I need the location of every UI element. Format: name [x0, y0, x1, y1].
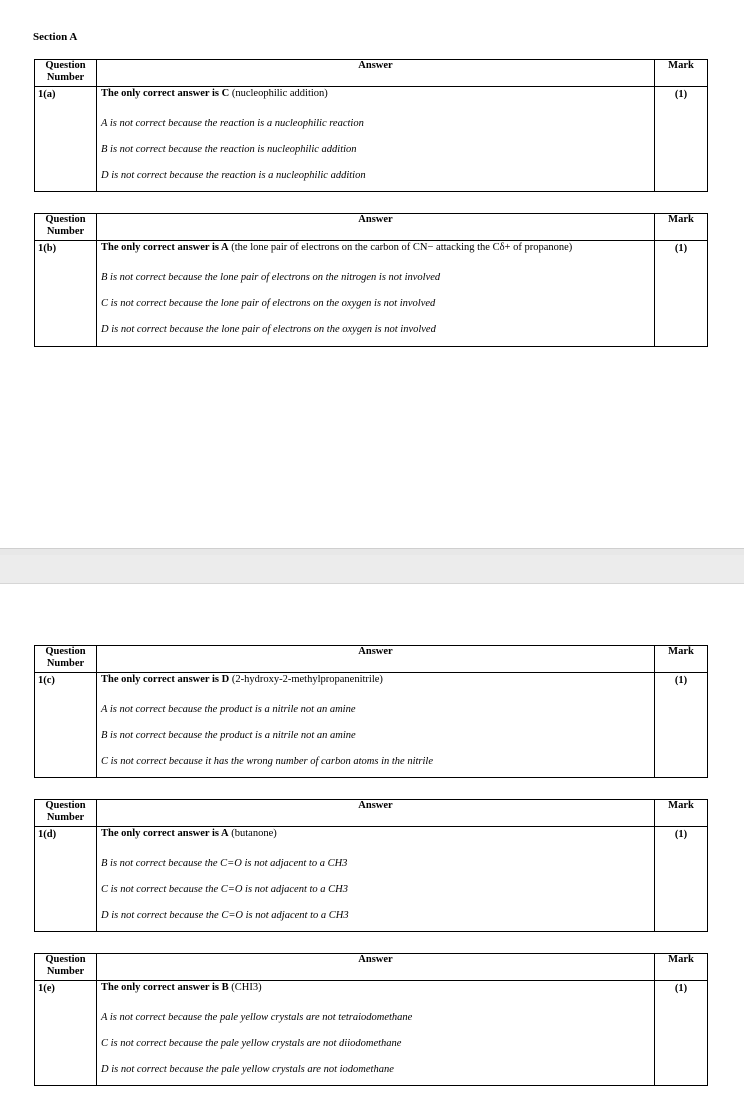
mark-value: (1) — [655, 673, 708, 778]
section-title: Section A — [33, 31, 78, 43]
question-table-1d — [34, 799, 708, 932]
mark-value: (1) — [655, 827, 708, 932]
list-item: C is not correct because the C=O is not adjacent to a CH3 — [101, 884, 349, 895]
question-number-header: Question Number — [35, 214, 97, 241]
page-break-divider — [0, 548, 744, 584]
correct-answer: The only correct answer is D (2-hydroxy-2-methylpropanenitrile) — [101, 674, 383, 685]
table-header-row — [35, 214, 708, 241]
table-header-row — [35, 646, 708, 673]
answer-header: Answer — [97, 214, 655, 241]
table-header-row — [35, 954, 708, 981]
list-item: D is not correct because the lone pair of electrons on the oxygen is not involved — [101, 324, 436, 335]
correct-answer: The only correct answer is B (CHI3) — [101, 982, 262, 993]
correct-answer: The only correct answer is A (the lone pair of electrons on the carbon of CN− attacking the Cδ+ of propanone) — [101, 242, 573, 253]
question-table-1a — [34, 59, 708, 192]
answer-header: Answer — [97, 954, 655, 981]
correct-answer: The only correct answer is C (nucleophilic addition) — [101, 88, 328, 99]
question-table-1c — [34, 645, 708, 778]
correct-answer: The only correct answer is A (butanone) — [101, 828, 277, 839]
table-row — [35, 981, 708, 1086]
list-item: C is not correct because the pale yellow crystals are not diiodomethane — [101, 1038, 402, 1049]
list-item: B is not correct because the C=O is not adjacent to a CH3 — [101, 858, 348, 869]
question-id: 1(b) — [35, 241, 97, 347]
mark-header: Mark — [655, 646, 708, 673]
list-item: B is not correct because the lone pair of electrons on the nitrogen is not involved — [101, 272, 441, 283]
answer-cell — [97, 827, 655, 932]
answer-cell — [97, 87, 655, 192]
question-table-1b — [34, 213, 708, 347]
table-row — [35, 827, 708, 932]
question-number-header: Question Number — [35, 60, 97, 87]
list-item: A is not correct because the reaction is a nucleophilic reaction — [101, 118, 364, 129]
question-number-header: Question Number — [35, 954, 97, 981]
question-number-header: Question Number — [35, 646, 97, 673]
question-id: 1(e) — [35, 981, 97, 1086]
mark-header: Mark — [655, 954, 708, 981]
question-id: 1(d) — [35, 827, 97, 932]
mark-value: (1) — [655, 981, 708, 1086]
answer-cell — [97, 241, 655, 347]
answer-cell — [97, 673, 655, 778]
list-item: B is not correct because the product is a nitrile not an amine — [101, 730, 356, 741]
answer-cell — [97, 981, 655, 1086]
list-item: D is not correct because the C=O is not adjacent to a CH3 — [101, 910, 349, 921]
answer-header: Answer — [97, 60, 655, 87]
answer-header: Answer — [97, 646, 655, 673]
question-table-1e — [34, 953, 708, 1086]
list-item: C is not correct because the lone pair of electrons on the oxygen is not involved — [101, 298, 436, 309]
table-row — [35, 673, 708, 778]
table-row — [35, 241, 708, 347]
mark-value: (1) — [655, 241, 708, 347]
list-item: B is not correct because the reaction is nucleophilic addition — [101, 144, 357, 155]
question-number-header: Question Number — [35, 800, 97, 827]
question-id: 1(c) — [35, 673, 97, 778]
mark-header: Mark — [655, 60, 708, 87]
list-item: A is not correct because the product is a nitrile not an amine — [101, 704, 356, 715]
table-header-row — [35, 800, 708, 827]
question-id: 1(a) — [35, 87, 97, 192]
table-header-row — [35, 60, 708, 87]
mark-header: Mark — [655, 800, 708, 827]
list-item: D is not correct because the reaction is a nucleophilic addition — [101, 170, 366, 181]
table-row — [35, 87, 708, 192]
mark-value: (1) — [655, 87, 708, 192]
list-item: C is not correct because it has the wrong number of carbon atoms in the nitrile — [101, 756, 433, 767]
answer-header: Answer — [97, 800, 655, 827]
mark-header: Mark — [655, 214, 708, 241]
list-item: A is not correct because the pale yellow crystals are not tetraiodomethane — [101, 1012, 413, 1023]
list-item: D is not correct because the pale yellow crystals are not iodomethane — [101, 1064, 394, 1075]
